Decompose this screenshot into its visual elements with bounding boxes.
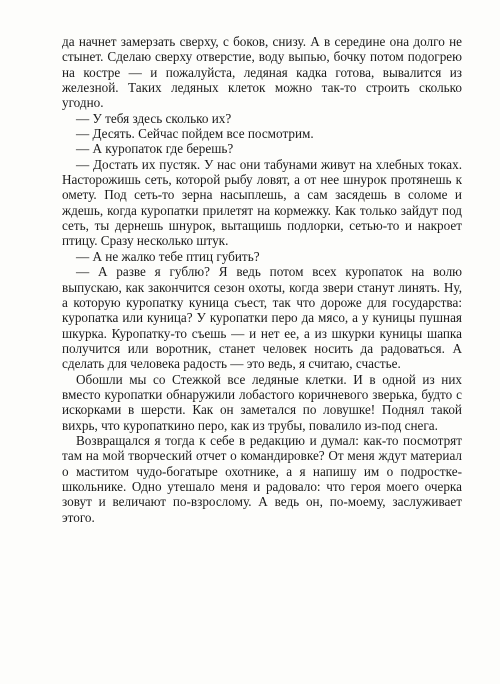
paragraph-question-count: — У тебя здесь сколько их?	[76, 110, 232, 126]
page-text	[62, 34, 462, 525]
paragraph-question-pity: — А не жалко тебе птиц губить?	[76, 248, 260, 264]
paragraph-answer-ten: — Десять. Сейчас пойдем все посмотрим.	[76, 126, 314, 142]
paragraph-continuation: да начнет замерзать сверху, с боков, снизу. А в середине она долго не стынет. Сделаю сверху отверстие, воду выпью, бочку потом подогрею на костре — и пожалуйста, ледяная кадка готова, вывалится из железной. Таких ледяных клеток можно так-то строить сколько угодно.	[62, 34, 462, 111]
paragraph-narration-cages: Обошли мы со Стежкой все ледяные клетки. И в одной из них вместо куропатки обнаружили лобастого коричневого зверька, будто с искорками в шерсти. Как он заметался по ловушке! Поднял такой вихрь, что куропаткино перо, как из трубы, повалило из-под снега.	[62, 371, 462, 433]
paragraph-answer-release: — А разве я гублю? Я ведь потом всех куропаток на волю выпускаю, как закончится сезон охоты, когда звери станут линять. Ну, а которую куропатку куница съест, так что дороже для государства: куропатка или куница? У куропатки перо да мясо, а у куницы пушная шкурка. Куропатку-то съешь — и нет ее, а из шкурки куницы шапка получится или воротник, станет человек носить да радоваться. А сделать для человека радость — это ведь, я считаю, счастье.	[62, 264, 462, 372]
paragraph-question-partridges: — А куропаток где берешь?	[76, 141, 234, 157]
paragraph-narration-return: Возвращался я тогда к себе в редакцию и думал: как-то посмотрят там на мой творческий отчет о командировке? От меня ждут материал о маститом чудо-богатыре охотнике, а я напишу им о подростке-школьнике. Одно утешало меня и радовало: что героя моего очерка зовут и величают по-взрослому. А ведь он, по-моему, заслуживает этого.	[62, 432, 462, 525]
paragraph-answer-catching: — Достать их пустяк. У нас они табунами живут на хлебных токах. Насторожишь сеть, которой рыбу ловят, а от нее шнурок протянешь к омету. Под сеть-то зерна насыплешь, а сам засядешь в соломе и ждешь, когда куропатки прилетят на кормежку. Как только зайдут под сеть, ты дернешь шнурок, вытащишь подлорки, сетью-то и накроет птицу. Сразу несколько штук.	[62, 156, 462, 249]
